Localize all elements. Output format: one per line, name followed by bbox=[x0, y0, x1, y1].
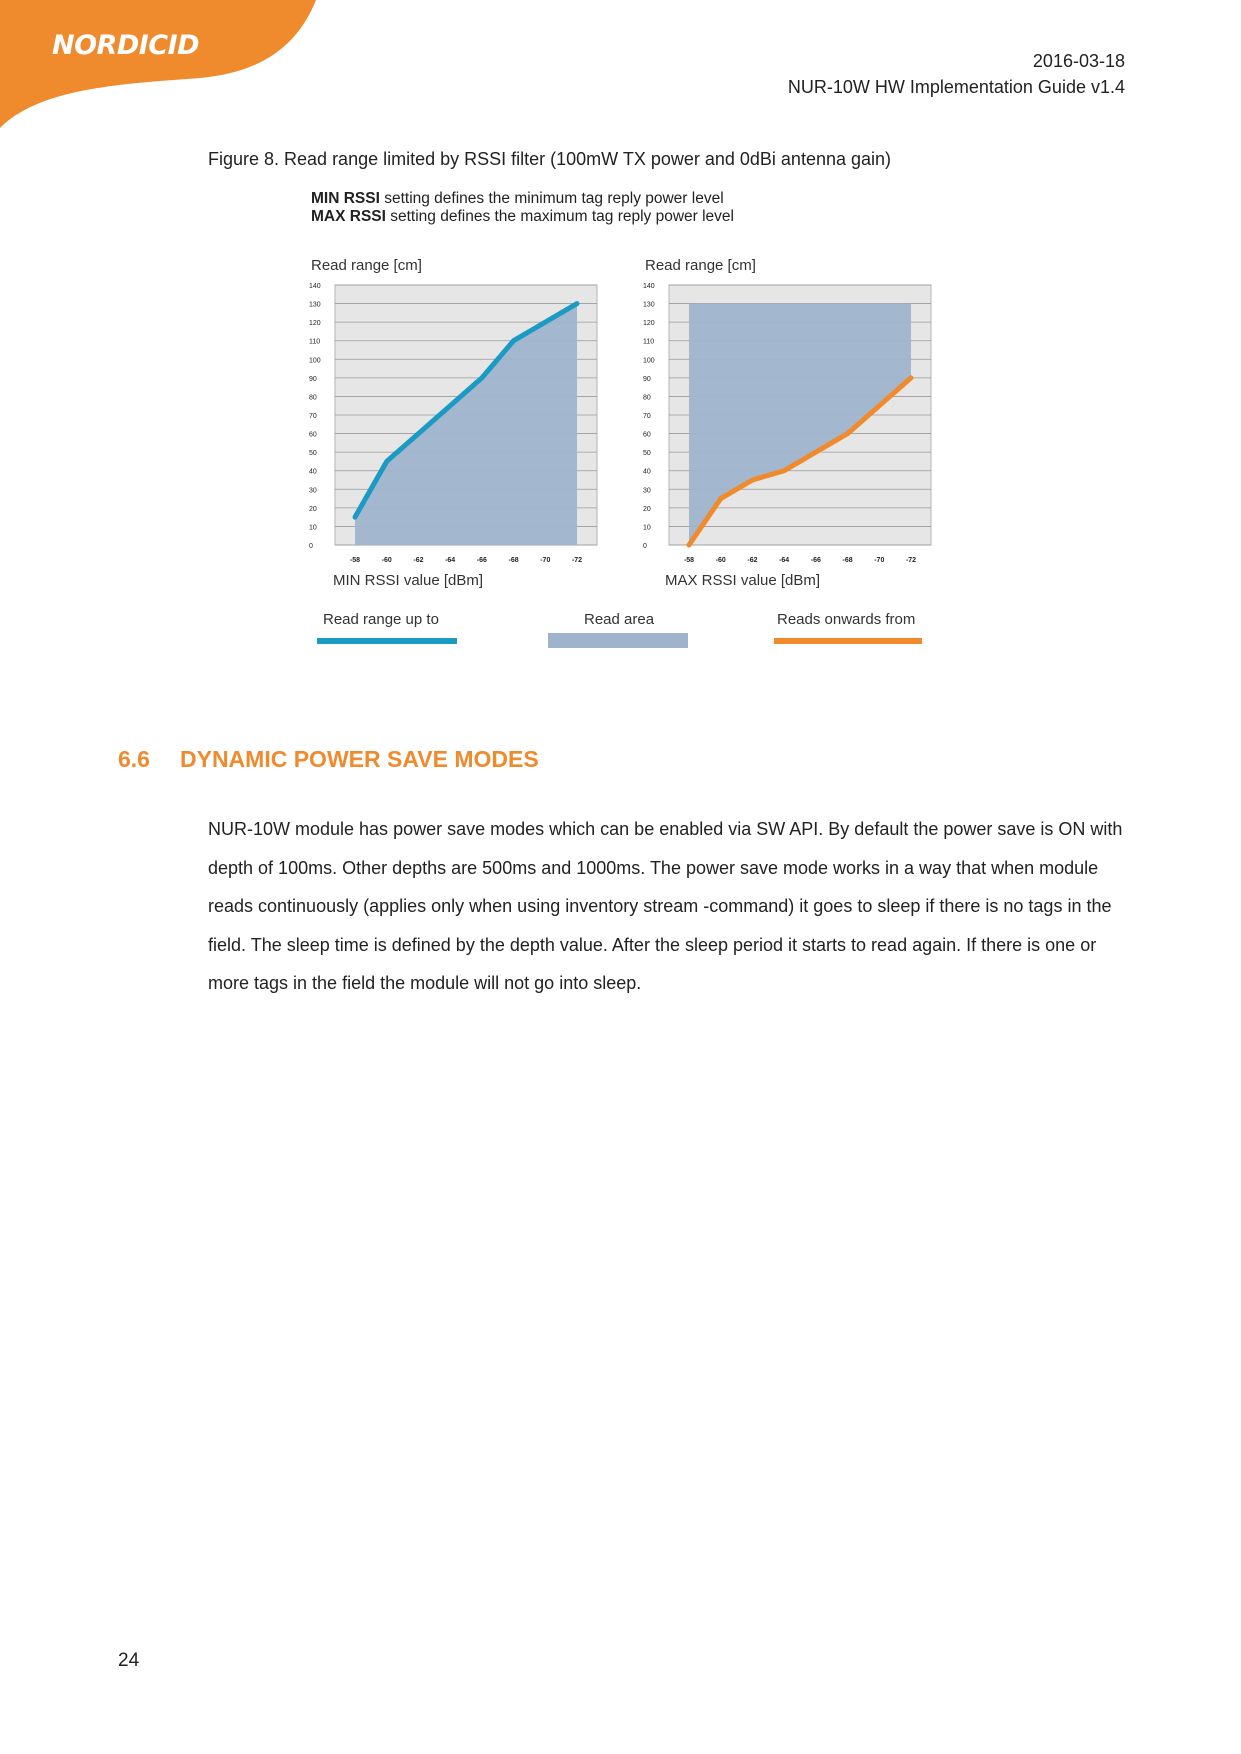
legend-swatch-area bbox=[548, 633, 688, 648]
chart1-y-tick-label: 0 bbox=[309, 543, 313, 550]
section-body: NUR-10W module has power save modes which can be enabled via SW API. By default the power save is ON with depth of 100ms. Other depths are 500ms and 1000ms. The power save mode works in a way that when module reads continuously (applies only when using inventory stream -command) it goes to sleep if there is no tags in the field. The sleep time is defined by the depth value. After the sleep period it starts to read again. If there is one or more tags in the field the module will not go into sleep. bbox=[208, 819, 1123, 993]
chart2-xlabel: MAX RSSI value [dBm] bbox=[665, 572, 821, 589]
chart1-x-tick-label: -62 bbox=[413, 557, 424, 564]
chart2-y-tick-label: 60 bbox=[643, 431, 651, 439]
chart1-y-tick-label: 90 bbox=[309, 375, 317, 383]
logo-swoosh-shape bbox=[0, 0, 320, 130]
chart1-y-tick-label: 70 bbox=[309, 413, 317, 420]
legend-label-up-to: Read range up to bbox=[323, 611, 439, 628]
chart2-y-tick-label: 140 bbox=[643, 283, 655, 290]
chart1-data-point bbox=[543, 320, 547, 324]
chart1-y-tick-label: 20 bbox=[309, 505, 317, 513]
chart1-y-tick-label: 40 bbox=[309, 468, 317, 476]
chart1-xlabel: MIN RSSI value [dBm] bbox=[333, 572, 484, 589]
chart1-x-tick-label: -68 bbox=[508, 557, 519, 564]
legend-label-from: Reads onwards from bbox=[777, 611, 916, 628]
chart1-data-point bbox=[511, 339, 515, 343]
chart2-y-tick-label: 120 bbox=[643, 320, 655, 328]
chart2-y-tick-label: 70 bbox=[643, 413, 651, 420]
chart1-y-tick-label: 110 bbox=[309, 338, 321, 346]
chart2-y-tick-label: 0 bbox=[643, 543, 647, 550]
chart1-data-point bbox=[416, 431, 420, 435]
legend-line-from bbox=[774, 638, 922, 644]
chart2-y-tick-label: 80 bbox=[643, 394, 651, 402]
chart2-data-point bbox=[814, 450, 818, 454]
chart2-data-point bbox=[909, 376, 913, 380]
chart2-y-tick-label: 20 bbox=[643, 505, 651, 513]
company-logo bbox=[0, 0, 320, 130]
chart1-title: Read range [cm] bbox=[311, 257, 422, 274]
chart2-x-tick-label: -62 bbox=[747, 557, 758, 564]
header-date: 2016-03-18 bbox=[1032, 51, 1125, 71]
chart2-x-tick-label: -60 bbox=[715, 557, 726, 564]
note-max-rssi: MAX RSSI setting defines the maximum tag reply power level bbox=[311, 208, 734, 225]
legend-line-up-to bbox=[317, 638, 457, 644]
logo-text: NORDICID bbox=[52, 30, 200, 61]
chart1-data-point bbox=[575, 301, 579, 305]
legend-label-area: Read area bbox=[584, 611, 655, 628]
section-title: DYNAMIC POWER SAVE MODES bbox=[180, 746, 539, 772]
chart-max-rssi bbox=[639, 280, 949, 570]
rssi-notes bbox=[311, 190, 734, 226]
chart2-title: Read range [cm] bbox=[645, 257, 756, 274]
chart2-data-point bbox=[687, 543, 691, 547]
page-number: 24 bbox=[118, 1650, 140, 1671]
chart2-x-tick-label: -68 bbox=[842, 557, 853, 564]
chart1-x-tick-label: -64 bbox=[445, 557, 456, 564]
chart1-y-tick-label: 30 bbox=[309, 487, 317, 495]
chart2-y-tick-label: 30 bbox=[643, 487, 651, 495]
page-header bbox=[788, 48, 1125, 100]
chart2-y-tick-label: 10 bbox=[643, 524, 651, 532]
chart2-y-tick-label: 100 bbox=[643, 357, 655, 365]
section-heading bbox=[118, 746, 539, 773]
chart1-y-tick-label: 130 bbox=[309, 301, 321, 309]
chart1-x-tick-label: -70 bbox=[540, 557, 551, 564]
chart2-data-point bbox=[750, 478, 754, 482]
chart1-data-point bbox=[448, 404, 452, 408]
chart1-y-tick-label: 50 bbox=[309, 450, 317, 458]
chart2-x-tick-label: -72 bbox=[905, 557, 917, 564]
chart1-data-point bbox=[353, 515, 357, 519]
chart2-x-tick-label: -58 bbox=[683, 557, 695, 564]
chart2-y-tick-label: 40 bbox=[643, 468, 651, 476]
chart2-data-point bbox=[719, 496, 723, 500]
chart1-y-tick-label: 10 bbox=[309, 524, 317, 532]
chart-min-rssi bbox=[305, 280, 615, 570]
chart1-y-tick-label: 80 bbox=[309, 394, 317, 402]
header-doc-title: NUR-10W HW Implementation Guide v1.4 bbox=[787, 77, 1125, 97]
chart1-x-tick-label: -58 bbox=[349, 557, 361, 564]
chart1-data-point bbox=[480, 376, 484, 380]
chart1-data-point bbox=[385, 459, 389, 463]
chart1-y-tick-label: 100 bbox=[309, 357, 321, 365]
figure-caption: Figure 8. Read range limited by RSSI filter (100mW TX power and 0dBi antenna gain) bbox=[208, 149, 892, 169]
chart2-x-tick-label: -70 bbox=[874, 557, 885, 564]
chart2-y-tick-label: 110 bbox=[643, 338, 655, 346]
chart1-x-tick-label: -72 bbox=[571, 557, 583, 564]
chart1-x-tick-label: -66 bbox=[476, 557, 487, 564]
chart2-y-tick-label: 50 bbox=[643, 450, 651, 458]
chart2-data-point bbox=[877, 404, 881, 408]
chart2-x-tick-label: -64 bbox=[779, 557, 790, 564]
chart2-y-tick-label: 130 bbox=[643, 301, 655, 309]
chart1-y-tick-label: 120 bbox=[309, 320, 321, 328]
chart2-x-tick-label: -66 bbox=[810, 557, 821, 564]
note-min-rssi: MIN RSSI setting defines the minimum tag reply power level bbox=[311, 190, 724, 207]
chart2-data-point bbox=[782, 469, 786, 473]
chart2-y-tick-label: 90 bbox=[643, 375, 651, 383]
chart2-data-point bbox=[845, 431, 849, 435]
chart1-y-tick-label: 140 bbox=[309, 283, 321, 290]
chart1-x-tick-label: -60 bbox=[381, 557, 392, 564]
section-number: 6.6 bbox=[118, 746, 150, 772]
chart1-y-tick-label: 60 bbox=[309, 431, 317, 439]
